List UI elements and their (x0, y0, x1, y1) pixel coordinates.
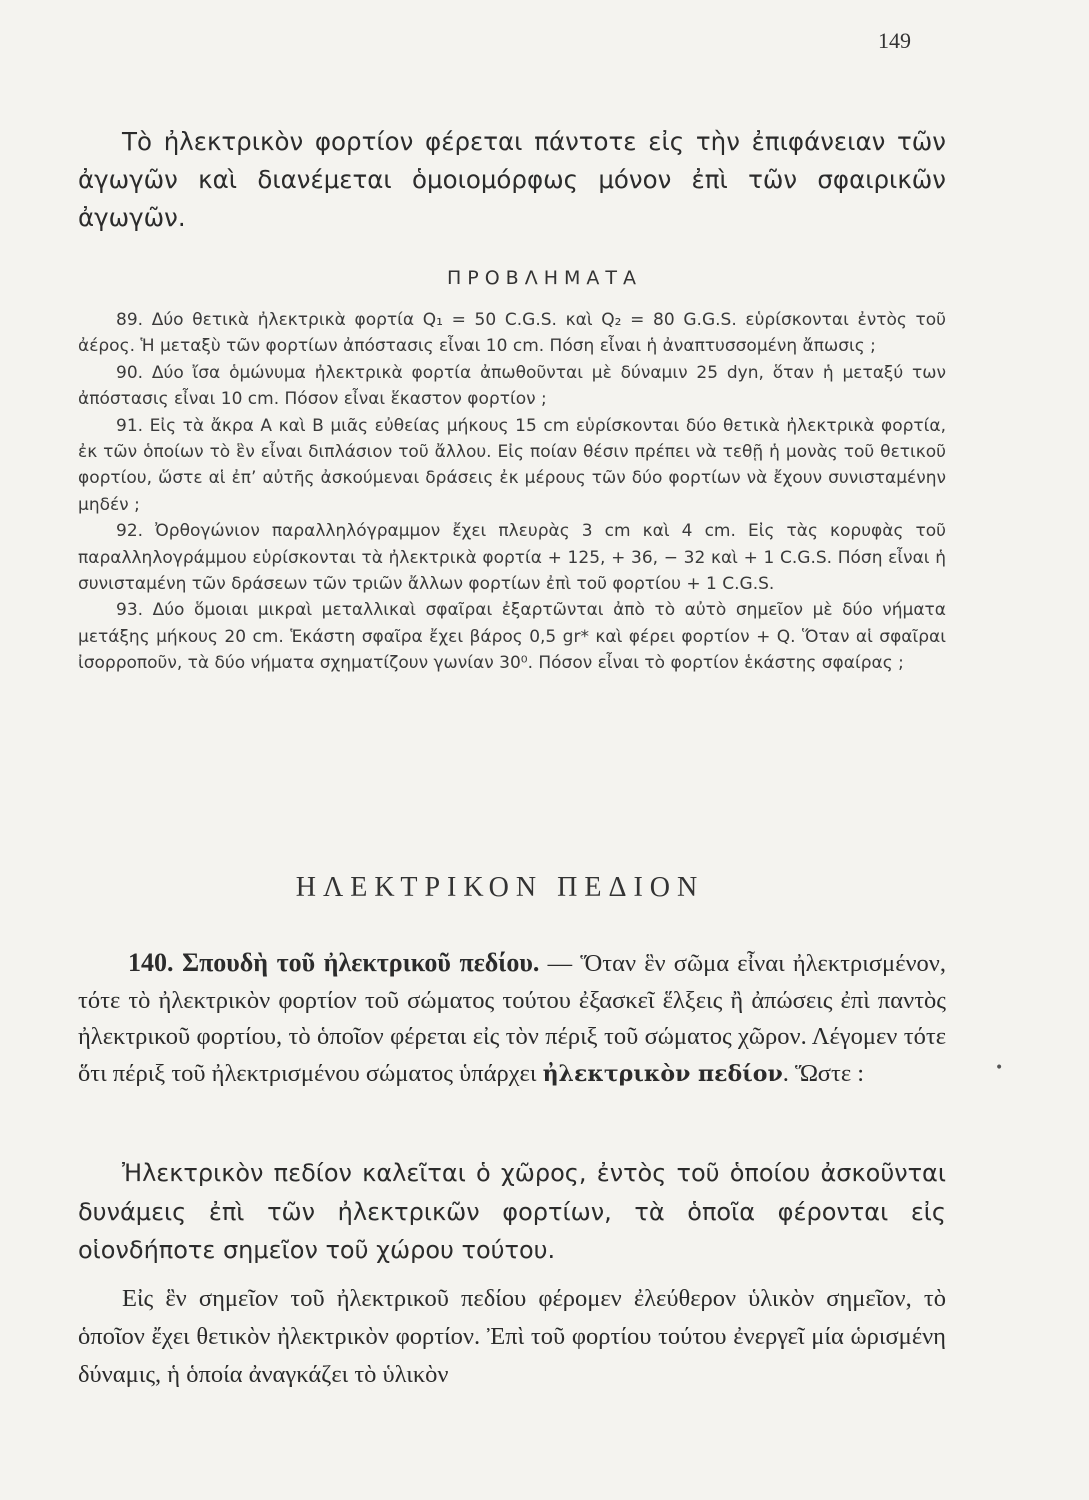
last-paragraph: Εἰς ἓν σημεῖον τοῦ ἠλεκτρικοῦ πεδίου φέρομεν ἐλεύθερον ὑλικὸν σημεῖον, τὸ ὁποῖον ἔχει θετικὸν ἠλεκτρικὸν φορτίον. Ἐπὶ τοῦ φορτίου τούτου ἐνεργεῖ μία ὡρισμένη δύναμις, ἡ ὁποία ἀναγκάζει τὸ ὑλικὸν (78, 1284, 946, 1388)
definition-paragraph: Ἠλεκτρικὸν πεδίον καλεῖται ὁ χῶρος, ἐντὸς τοῦ ὁποίου ἀσκοῦνται δυνάμεις ἐπὶ τῶν ἠλεκτρικῶν φορτίων, τὰ ὁποῖα φέρονται εἰς οἱονδήποτε σημεῖον τοῦ χώρου τούτου. (78, 1159, 946, 1265)
problem-90: 90. Δύο ἴσα ὁμώνυμα ἠλεκτρικὰ φορτία ἀπωθοῦνται μὲ δύναμιν 25 dyn, ὅταν ἡ μεταξύ των ἀπόστασις εἶναι 10 cm. Πόσον εἶναι ἕκαστον φορτίον ; (78, 362, 946, 410)
problem-92: 92. Ὀρθογώνιον παραλληλόγραμμον ἔχει πλευρὰς 3 cm καὶ 4 cm. Εἰς τὰς κορυφὰς τοῦ παραλληλογράμμου εὑρίσκονται τὰ ἠλεκτρικὰ φορτία + 125, + 36, − 32 καὶ + 1 C.G.S. Πόση εἶναι ἡ συνισταμένη τῶν δράσεων τῶν τριῶν ἄλλων φορτίων ἐπὶ τοῦ φορτίου + 1 C.G.S. (78, 521, 946, 595)
section-heading: 140. Σπουδὴ τοῦ ἠλεκτρικοῦ πεδίου. (128, 948, 540, 977)
intro-paragraph: Τὸ ἠλεκτρικὸν φορτίον φέρεται πάντοτε εἰς τὴν ἐπιφάνειαν τῶν ἀγωγῶν καὶ διανέμεται ὁμοιομόρφως μόνον ἐπὶ τῶν σφαιρικῶν ἀγωγῶν. (78, 126, 946, 232)
problems-heading: ΠΡΟΒΛΗΜΑΤΑ (446, 267, 642, 289)
section-title: ΗΛΕΚΤΡΙΚΟΝ ΠΕΔΙΟΝ (295, 872, 705, 903)
problems-list (78, 307, 946, 677)
problem-93: 93. Δύο ὅμοιαι μικραὶ μεταλλικαὶ σφαῖραι ἐξαρτῶνται ἀπὸ τὸ αὐτὸ σημεῖον μὲ δύο νήματα μετάξης μήκους 20 cm. Ἑκάστη σφαῖρα ἔχει βάρος 0,5 gr* καὶ φέρει φορτίον + Q. Ὅταν αἱ σφαῖραι ἰσορροποῦν, τὰ δύο νήματα σχηματίζουν γωνίαν 30⁰. Πόσον εἶναι τὸ φορτίον ἑκάστης σφαίρας ; (78, 600, 946, 674)
section-body-end: . Ὥστε : (782, 1059, 865, 1087)
margin-mark: • (995, 1060, 1004, 1076)
section-body-start: — Ὅταν ἓν σῶμα εἶναι ἠλεκτρισμένον, τότε τὸ ἠλεκτρικὸν φορτίον τοῦ σώματος τούτου ἐξασκεῖ ἕλξεις ἢ ἀπώσεις ἐπὶ παντὸς ἠλεκτρικοῦ φορτίου, τὸ ὁποῖον φέρεται εἰς τὸν πέριξ τοῦ σώματος χῶρον. Λέγομεν τότε ὅτι πέριξ τοῦ ἠλεκτρισμένου σώματος ὑπάρχει (78, 950, 947, 1087)
problem-89: 89. Δύο θετικὰ ἠλεκτρικὰ φορτία Q₁ = 50 C.G.S. καὶ Q₂ = 80 G.G.S. εὑρίσκονται ἐντὸς τοῦ ἀέρος. Ἡ μεταξὺ τῶν φορτίων ἀπόστασις εἶναι 10 cm. Πόση εἶναι ἡ ἀναπτυσσομένη ἄπωσις ; (78, 310, 946, 357)
page-number: 149 (878, 28, 911, 53)
bold-term: ἠλεκτρικὸν πεδίον (542, 1060, 783, 1087)
problem-91: 91. Εἰς τὰ ἄκρα Α καὶ Β μιᾶς εὐθείας μήκους 15 cm εὑρίσκονται δύο θετικὰ ἠλεκτρικὰ φορτία, ἐκ τῶν ὁποίων τὸ ἓν εἶναι διπλάσιον τοῦ ἄλλου. Εἰς ποίαν θέσιν πρέπει νὰ τεθῇ ἡ μονὰς τοῦ θετικοῦ φορτίου, ὥστε αἱ ἐπ’ αὐτῆς ἀσκούμεναι δράσεις ἐκ μέρους τῶν δύο φορτίων νὰ ἔχουν συνισταμένην μηδέν ; (78, 415, 946, 515)
section-140 (78, 945, 946, 1092)
